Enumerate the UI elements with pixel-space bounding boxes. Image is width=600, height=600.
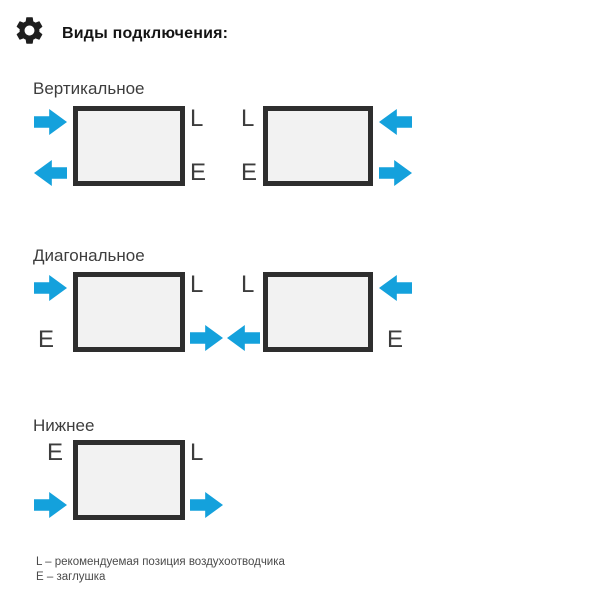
radiator-box [263,106,373,186]
inlet-arrow-icon [379,275,412,301]
legend-air-vent: L – рекомендуемая позиция воздухоотводчика [36,556,285,568]
plug-label: E [190,159,207,186]
inlet-arrow-icon [34,275,67,301]
plug-label: E [241,159,258,186]
page-title: Виды подключения: [62,25,229,42]
section-title-vertical: Вертикальное [33,79,145,98]
radiator-box [263,272,373,352]
plug-label: E [47,439,64,466]
inlet-arrow-icon [379,109,412,135]
air-vent-label: L [190,271,204,298]
inlet-arrow-icon [34,109,67,135]
section-title-bottom: Нижнее [33,416,95,435]
radiator-box [73,440,185,520]
outlet-arrow-icon [227,325,260,351]
plug-label: E [38,326,55,353]
outlet-arrow-icon [379,160,412,186]
legend-plug: E – заглушка [36,571,106,583]
air-vent-label: L [241,105,255,132]
gear-icon [13,14,46,47]
inlet-arrow-icon [34,492,67,518]
radiator-box [73,272,185,352]
air-vent-label: L [190,105,204,132]
outlet-arrow-icon [190,492,223,518]
radiator-box [73,106,185,186]
air-vent-label: L [241,271,255,298]
outlet-arrow-icon [190,325,223,351]
air-vent-label: L [190,439,204,466]
plug-label: E [387,326,404,353]
section-title-diagonal: Диагональное [33,246,145,265]
outlet-arrow-icon [34,160,67,186]
